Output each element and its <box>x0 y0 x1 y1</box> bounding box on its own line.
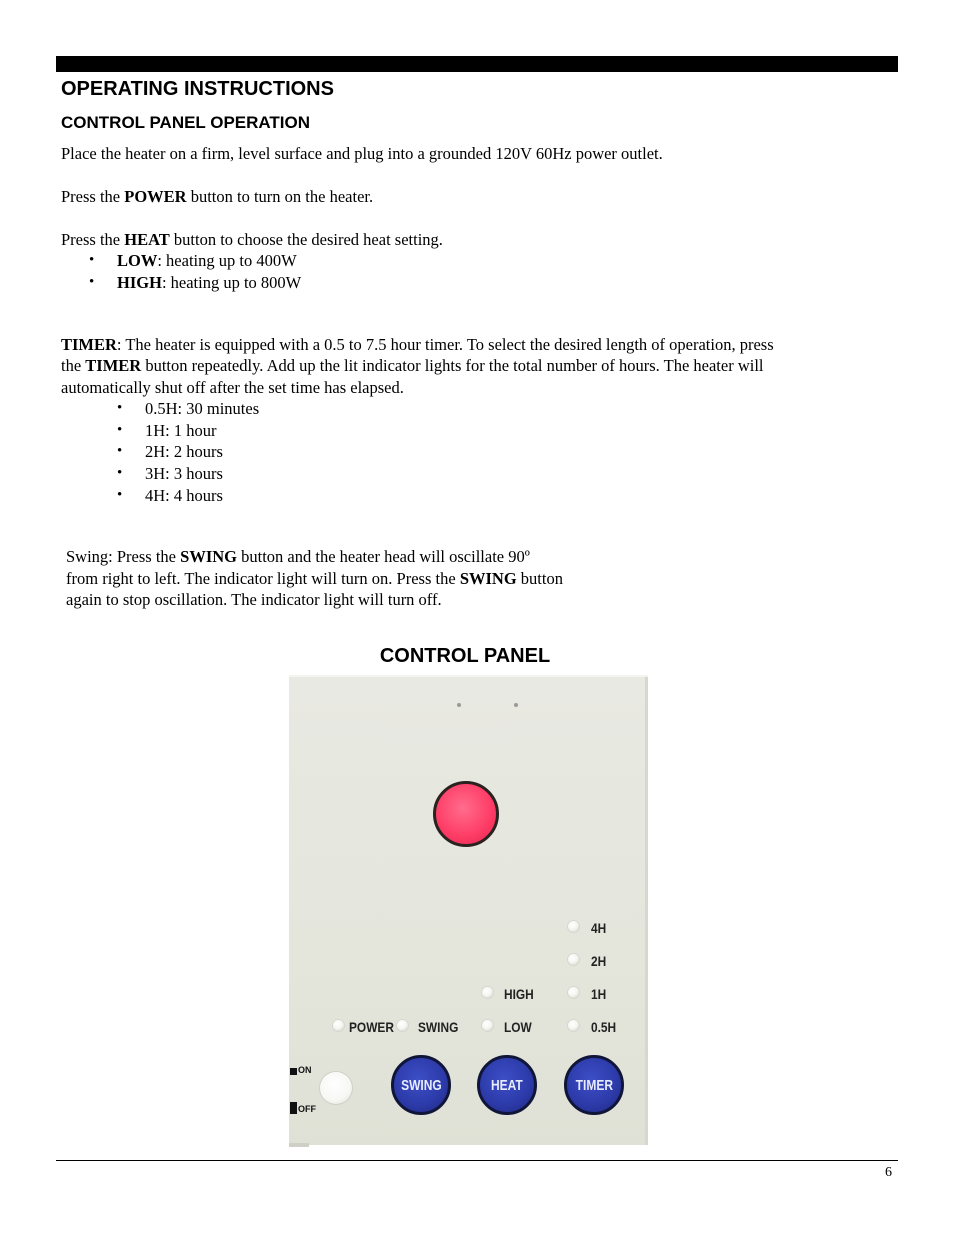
list-item: • 2H: 2 hours <box>117 441 259 463</box>
heat-list <box>89 250 301 293</box>
swing-l2-post: button <box>516 569 563 588</box>
panel-dot <box>514 703 518 707</box>
swing-label: SWING <box>418 1019 459 1035</box>
timer-lead: TIMER <box>61 335 117 354</box>
power-text-bold: POWER <box>124 187 187 206</box>
heat-item-bold: HIGH <box>117 272 162 292</box>
power-paragraph <box>61 186 373 208</box>
timer-list <box>117 398 259 507</box>
off-marker <box>290 1102 316 1114</box>
heat-item-bold: LOW <box>117 251 158 270</box>
timer-1h-led <box>568 987 579 998</box>
heat-high-label: HIGH <box>504 986 534 1002</box>
list-item <box>89 272 301 294</box>
power-rocker-button[interactable] <box>320 1072 352 1104</box>
swing-line1 <box>66 546 530 568</box>
power-text-post: button to turn on the heater. <box>186 187 374 206</box>
timer-text1: : The heater is equipped with a 0.5 to 7.5 hour timer. To select the desired length of operation, press <box>116 335 774 354</box>
off-label: OFF <box>298 1104 316 1114</box>
list-item <box>89 250 301 272</box>
control-panel-title: CONTROL PANEL <box>379 645 551 667</box>
swing-l2-bold: SWING <box>459 569 517 588</box>
list-item: • 0.5H: 30 minutes <box>117 398 259 420</box>
list-item: • 4H: 4 hours <box>117 485 259 507</box>
intro-paragraph: Place the heater on a firm, level surface and plug into a grounded 120V 60Hz power outlet. <box>61 144 663 163</box>
swing-led <box>397 1020 408 1031</box>
panel-shadow-edge <box>289 1143 309 1147</box>
swing-button-label: SWING <box>400 1076 442 1094</box>
panel-dot <box>457 703 461 707</box>
swing-l1-bold: SWING <box>180 547 237 566</box>
heat-text-post: button to choose the desired heat setting. <box>169 230 443 249</box>
timer-button-label: TIMER <box>575 1076 613 1094</box>
on-label: ON <box>298 1065 312 1075</box>
page-title: OPERATING INSTRUCTIONS <box>61 78 334 100</box>
power-label: POWER <box>349 1019 394 1035</box>
heat-high-led <box>482 987 493 998</box>
timer-4h-led <box>568 921 579 932</box>
timer-1h-label: 1H <box>591 986 607 1002</box>
timer-paragraph-line1 <box>61 334 774 356</box>
timer-05h-label: 0.5H <box>591 1019 617 1035</box>
heat-item-text: : heating up to 400W <box>157 251 297 270</box>
timer-05h-led <box>568 1020 579 1031</box>
header-rule <box>56 56 898 72</box>
heat-paragraph <box>61 229 443 251</box>
heat-button[interactable] <box>477 1055 537 1115</box>
timer-paragraph-line3: automatically shut off after the set time has elapsed. <box>61 378 404 397</box>
power-indicator-light <box>433 781 499 847</box>
heat-text-pre: Press the <box>61 230 125 249</box>
swing-line3: again to stop oscillation. The indicator light will turn off. <box>66 590 442 609</box>
timer-2h-label: 2H <box>591 953 607 969</box>
timer-button[interactable] <box>564 1055 624 1115</box>
heat-text-bold: HEAT <box>124 230 170 249</box>
section-title: CONTROL PANEL OPERATION <box>61 113 311 132</box>
heat-item-text: : heating up to 800W <box>161 272 302 292</box>
timer-2h-led <box>568 954 579 965</box>
heat-low-label: LOW <box>504 1019 532 1035</box>
footer-rule <box>56 1160 898 1161</box>
heat-low-led <box>482 1020 493 1031</box>
swing-line2 <box>66 568 563 590</box>
timer-text2-bold: TIMER <box>85 356 142 375</box>
swing-l1-post: button and the heater head will oscillate 90º <box>237 547 530 566</box>
swing-l2-pre: from right to left. The indicator light will turn on. Press the <box>66 569 460 588</box>
list-item: • 3H: 3 hours <box>117 463 259 485</box>
timer-text2-post: button repeatedly. Add up the lit indicator lights for the total number of hours. The heater will <box>141 356 764 375</box>
swing-l1-pre: Swing: Press the <box>66 547 181 566</box>
power-led <box>333 1020 344 1031</box>
on-marker <box>290 1065 312 1075</box>
timer-paragraph-line2 <box>61 355 764 377</box>
list-item: • 1H: 1 hour <box>117 420 259 442</box>
timer-text2-pre: the <box>61 356 86 375</box>
page-number: 6 <box>885 1165 892 1180</box>
control-panel-photo <box>289 675 648 1145</box>
heat-button-label: HEAT <box>491 1076 523 1094</box>
timer-4h-label: 4H <box>591 920 607 936</box>
power-text-pre: Press the <box>61 187 125 206</box>
swing-button[interactable] <box>391 1055 451 1115</box>
